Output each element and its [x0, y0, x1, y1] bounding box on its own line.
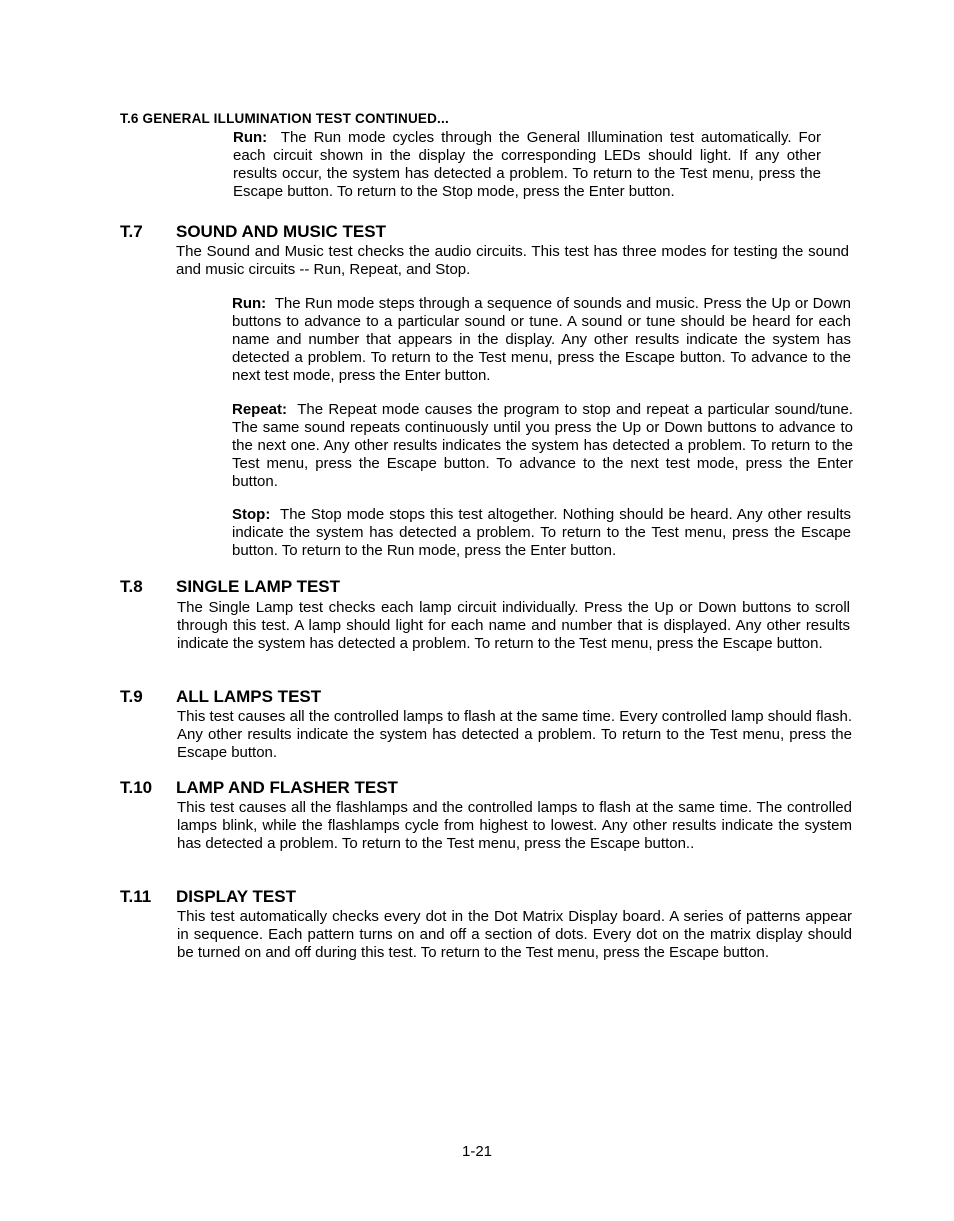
section-title: LAMP AND FLASHER TEST — [176, 778, 398, 797]
section-heading-t11 — [120, 887, 296, 907]
section-heading-t7 — [120, 222, 386, 242]
continued-heading: T.6 GENERAL ILLUMINATION TEST CONTINUED... — [120, 111, 449, 126]
t7-stop-paragraph — [232, 506, 851, 560]
section-title: DISPLAY TEST — [176, 887, 296, 906]
section-number: T.10 — [120, 778, 153, 797]
t6-run-text: The Run mode cycles through the General Illumination test automatically. For each circuit shown in the display the corresponding LEDs should light. If any other results occur, the system has detected a problem. To return to the Test menu, press the Escape button. To return to the Stop mode, press the Enter button. — [233, 129, 821, 200]
t7-run-text: The Run mode steps through a sequence of sounds and music. Press the Up or Down buttons to advance to a particular sound or tune. A sound or tune should be heard for each name and number that appears in the display. Any other results indicate the system has detected a problem. To return to the Test menu, press the Escape button. To advance to the next test mode, press the Enter button. — [232, 295, 851, 384]
t7-intro: The Sound and Music test checks the audio circuits. This test has three modes for testing the sound and music circuits -- Run, Repeat, and Stop. — [176, 243, 849, 278]
section-heading-t9 — [120, 687, 321, 707]
t8-paragraph: The Single Lamp test checks each lamp circuit individually. Press the Up or Down buttons to scroll through this test. A lamp should light for each name and number that is displayed. Any other results indicate the system has detected a problem. To return to the Test menu, press the Escape button. — [177, 599, 850, 652]
section-heading-t8 — [120, 577, 340, 597]
t7-run-paragraph — [232, 295, 851, 385]
section-number: T.7 — [120, 222, 143, 241]
t9-paragraph: This test causes all the controlled lamps to flash at the same time. Every controlled lamp should flash. Any other results indicate the system has detected a problem. To return to the Test menu, press the Escape button. — [177, 708, 852, 761]
t7-run-label: Run: — [232, 295, 267, 312]
t7-repeat-text: The Repeat mode causes the program to stop and repeat a particular sound/tune. The same sound repeats continuously until you press the Up or Down buttons to advance to the next one. Any other results indicates the system has detected a problem. To return to the Test menu, press the Escape button. To advance to the next test mode, press the Enter button. — [232, 401, 853, 490]
t6-run-label: Run: — [233, 129, 268, 146]
t11-paragraph: This test automatically checks every dot in the Dot Matrix Display board. A series of patterns appear in sequence. Each pattern turns on and off a section of dots. Every dot on the matrix display should be turned on and off during this test. To return to the Test menu, press the Escape button. — [177, 908, 852, 961]
section-heading-t10 — [120, 778, 398, 798]
section-title: ALL LAMPS TEST — [176, 687, 322, 706]
t7-stop-text: The Stop mode stops this test altogether. Nothing should be heard. Any other results indicate the system has detected a problem. To return to the Test menu, press the Escape button. To return to the Run mode, press the Enter button. — [232, 506, 851, 559]
t7-repeat-paragraph — [232, 401, 853, 491]
section-number: T.9 — [120, 687, 143, 706]
section-number: T.11 — [120, 887, 152, 906]
section-number: T.8 — [120, 577, 143, 596]
t7-stop-label: Stop: — [232, 506, 271, 523]
page-number: 1-21 — [461, 1143, 493, 1160]
t6-run-paragraph — [233, 129, 821, 201]
section-title: SINGLE LAMP TEST — [176, 577, 341, 596]
t10-paragraph: This test causes all the flashlamps and the controlled lamps to flash at the same time. The controlled lamps blink, while the flashlamps cycle from highest to lowest. Any other results indicate the system has detected a problem. To return to the Test menu, press the Escape button.. — [177, 799, 852, 852]
t7-repeat-label: Repeat: — [232, 401, 288, 418]
section-title: SOUND AND MUSIC TEST — [176, 222, 386, 241]
